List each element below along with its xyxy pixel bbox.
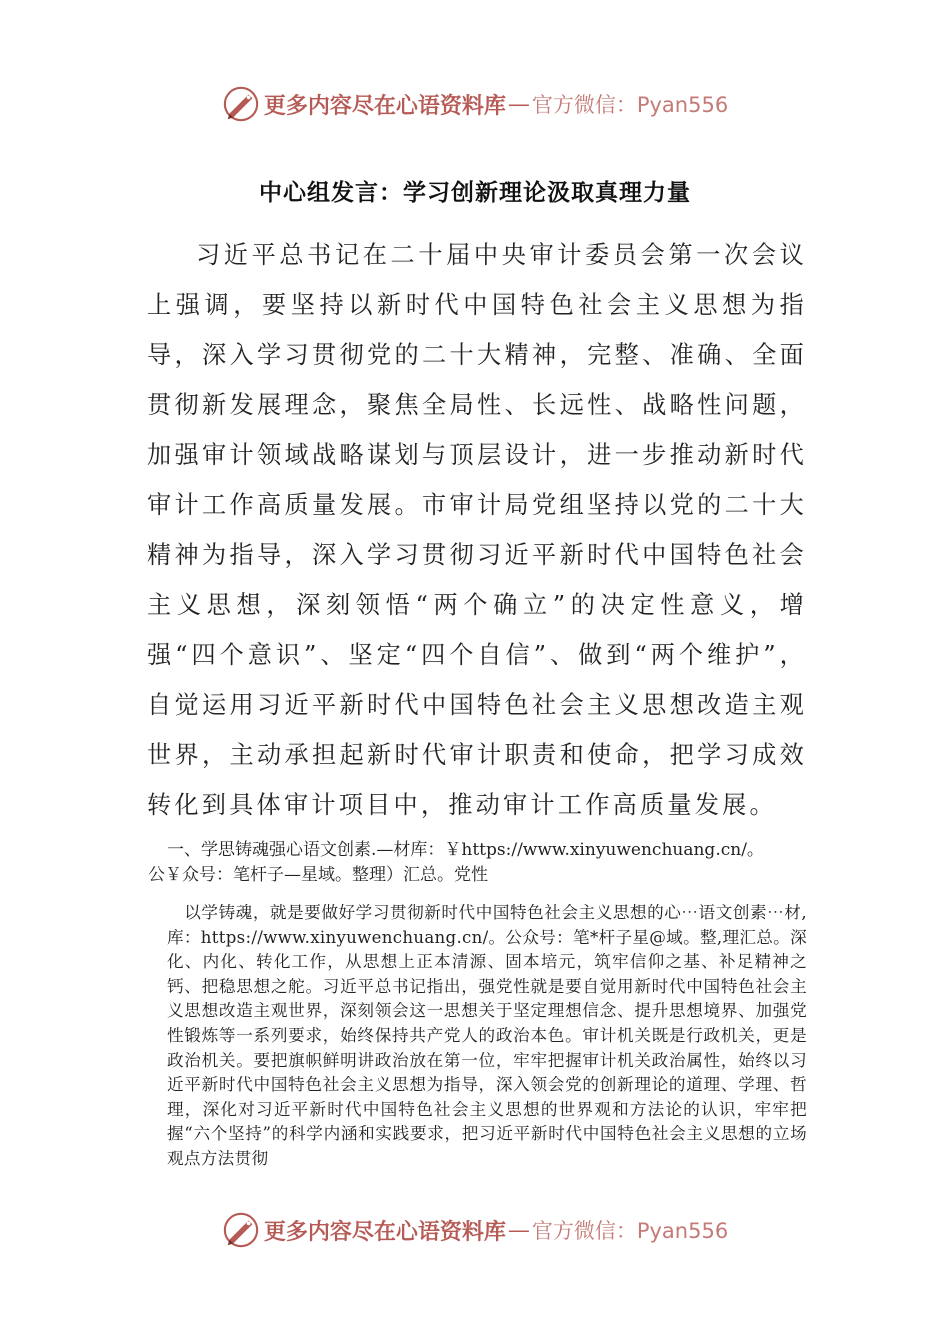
body-paragraph-text: 以学铸魂，就是要做好学习贯彻新时代中国特色社会主义思想的心⋯语文创素⋯材,库：https://www.xinyuwenchuang.cn/。公众号：笔*杆子星@域。整,理汇总。深化、内化、转化工作，从思想上正本清源、固本培元，筑牢信仰之基、补足精神之钙、把稳思想之舵。习近平总书记指出，强党性就是要自觉用新时代中国特色社会主义思想改造主观世界，深刻领会这一思想关于坚定理想信念、提升思想境界、加强党性锻炼等一系列要求，始终保持共产党人的政治本色。审计机关既是行政机关，更是政治机关。要把旗帜鲜明讲政治放在第一位，牢牢把握审计机关政治属性，始终以习近平新时代中国特色社会主义思想为指导，深入领会党的创新理论的道理、学理、哲理，深化对习近平新时代中国特色社会主义思想的世界观和方法论的认识，牢牢把握“六个坚持”的科学内涵和实践要求，把习近平新时代中国特色社会主义思想的立场观点方法贯彻 <box>167 903 807 1168</box>
header-watermark-banner <box>0 84 950 124</box>
banner-wechat-text: 官方微信：Pyan556 <box>531 93 729 117</box>
banner-dash: — <box>507 1217 530 1243</box>
lead-paragraph: 习近平总书记在二十届中央审计委员会第一次会议上强调，要坚持以新时代中国特色社会主义思想为指导，深入学习贯彻党的二十大精神，完整、准确、全面贯彻新发展理念，聚焦全局性、长远性、战略性问题，加强审计领域战略谋划与顶层设计，进一步推动新时代审计工作高质量发展。市审计局党组坚持以党的二十大精神为指导，深入学习贯彻习近平新时代中国特色社会主义思想，深刻领悟“两个确立”的决定性意义，增强“四个意识”、坚定“四个自信”、做到“两个维护”，自觉运用习近平新时代中国特色社会主义思想改造主观世界，主动承担起新时代审计职责和使命，把学习成效转化到具体审计项目中，推动审计工作高质量发展。 <box>147 241 807 819</box>
banner-wechat-text: 官方微信：Pyan556 <box>531 1219 729 1243</box>
pen-logo-icon <box>222 1211 260 1249</box>
banner-dash: — <box>507 91 530 117</box>
section-heading <box>148 838 815 888</box>
banner-main-text: 更多内容尽在心语资料库 <box>263 1218 506 1245</box>
section-heading-line1: 一、学思铸魂强心语文创素.—材库：￥https://www.xinyuwenchuang.cn/。 <box>167 840 764 860</box>
pen-logo-icon <box>222 85 260 123</box>
footer-watermark-banner <box>0 1210 950 1250</box>
document-title: 中心组发言：学习创新理论汲取真理力量 <box>259 179 691 206</box>
section-heading-line2: 公￥众号：笔杆子—星域。整理）汇总。党性 <box>148 865 488 885</box>
banner-main-text: 更多内容尽在心语资料库 <box>263 92 506 119</box>
body-paragraph <box>167 901 807 1172</box>
